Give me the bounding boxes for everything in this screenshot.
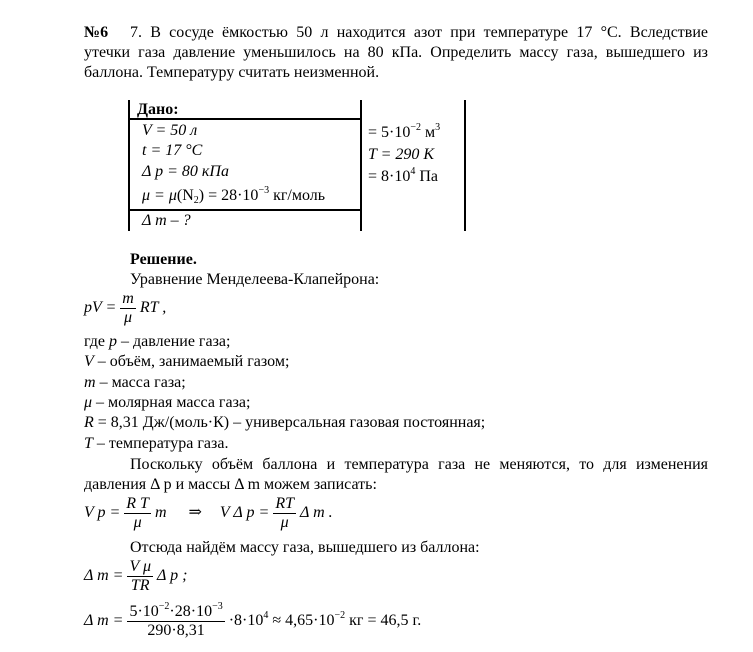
equation-dm: Δ m = $\frac{\text{V μ}}{TR}$ Δ p ;	[84, 558, 188, 594]
equation-state: pV = $\frac{m}{\mu}$ RT ,	[84, 290, 167, 326]
paragraph-1-line-2: давления Δ p и массы Δ m можем записать:	[84, 476, 377, 493]
given-volume: V = 50 л	[142, 122, 198, 139]
definition-m: m – масса газа;	[84, 374, 186, 391]
implies-arrow: ⇒	[188, 504, 202, 522]
equation-result: Δ m = $\frac{5\cdot 10^{-2}\cdot 28\cdot 10^{-3}}{290\cdot 8,31}$ $\cdot 8\cdot 10^4 \approx 4,65\cdot 10^{-2}$ кг = 46,5 г.	[84, 601, 422, 639]
definition-mu: μ – молярная масса газа;	[84, 394, 251, 411]
given-pressure-change: Δ p = 80 кПа	[142, 163, 229, 180]
problem-line-2: утечки газа давление уменьшилось на 80 кПа. Определить массу газа, вышедшего из	[84, 44, 708, 61]
given-temperature: t = 17 °С	[142, 142, 203, 159]
paragraph-1-line-1: Поскольку объём баллона и температура газа не меняются, то для изменения	[130, 456, 708, 473]
definition-p: где p – давление газа;	[84, 333, 231, 350]
given-find-separator	[128, 209, 361, 211]
conversion-pressure: = $8\cdot 10^4$ Па	[368, 166, 439, 185]
conversion-volume: = $5\cdot 10^{-2}$ $м^3$	[368, 122, 441, 141]
given-molar-mass: $\mu = \mu(N_2) = 28\cdot 10^{-3}$ кг/моль	[142, 185, 326, 206]
conversion-right-border	[464, 100, 466, 231]
problem-number: №6	[84, 24, 109, 41]
conversion-temperature: T = 290 К	[368, 146, 435, 163]
definition-r: R = 8,31 Дж/(моль·К) – универсальная газовая постоянная;	[84, 414, 486, 431]
given-find: Δ m – ?	[142, 212, 191, 229]
problem-line-1: 7. В сосуде ёмкостью 50 л находится азот при температуре 17 °С. Вследствие	[130, 24, 708, 41]
definition-v: V – объём, занимаемый газом;	[84, 353, 290, 370]
problem-line-3: баллона. Температуру считать неизменной.	[84, 64, 380, 81]
solution-title: Решение.	[130, 251, 197, 268]
paragraph-2: Отсюда найдём массу газа, вышедшего из баллона:	[130, 539, 480, 556]
equation-vp: V p = $\frac{\text{R T}}{\mu}$ m ⇒ V Δ p = $\frac{RT}{\mu}$ Δ m .	[84, 495, 333, 531]
given-title: Дано:	[137, 101, 179, 118]
equation-name: Уравнение Менделеева-Клапейрона:	[130, 271, 380, 288]
definition-t: T – температура газа.	[84, 435, 229, 452]
